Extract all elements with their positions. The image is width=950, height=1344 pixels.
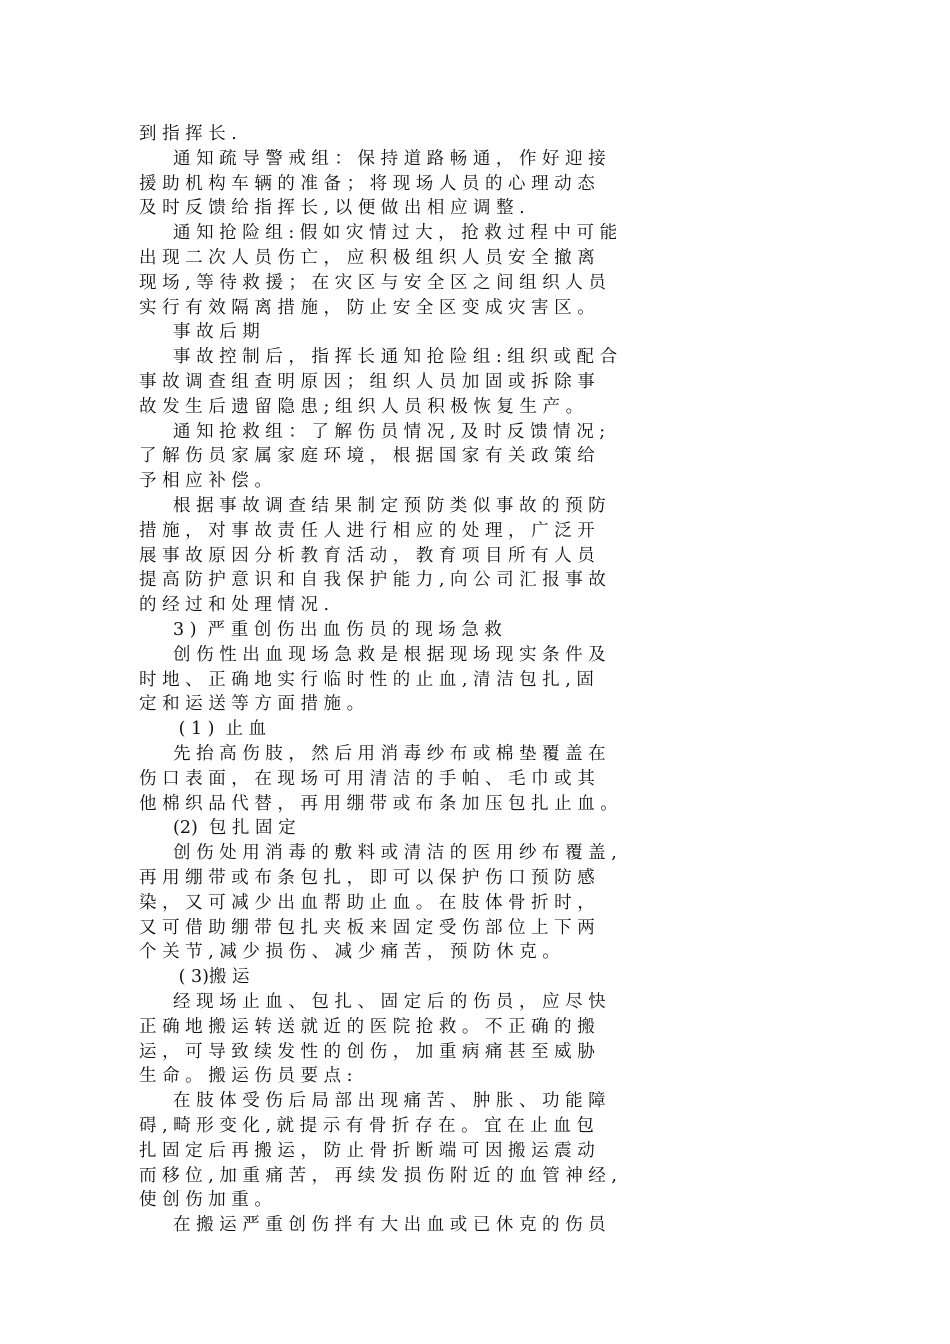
- text-line: 生 命 。 搬 运 伤 员 要 点 :: [139, 1066, 353, 1087]
- text-line: 出 现 二 次 人 员 伤 亡 ， 应 积 极 组 织 人 员 安 全 撤 离: [139, 248, 595, 268]
- text-line: 事 故 控 制 后 ， 指 挥 长 通 知 抢 险 组 : 组 织 或 配 合: [173, 347, 618, 368]
- text-line: 定 和 运 送 等 方 面 措 施 。: [139, 694, 365, 715]
- text-line: 现 场 , 等 待 救 援 ； 在 灾 区 与 安 全 区 之 间 组 织 人 员: [139, 272, 606, 293]
- text-line: 而 移 位 , 加 重 痛 苦 ， 再 续 发 损 伤 附 近 的 血 管 神 经 ,: [139, 1165, 617, 1186]
- text-line: 在 肢 体 受 伤 后 局 部 出 现 痛 苦 、 肿 胀 、 功 能 障: [173, 1091, 606, 1112]
- text-line: 故 发 生 后 遗 留 隐 患 ; 组 织 人 员 积 极 恢 复 生 产 。: [139, 396, 584, 417]
- text-line: 援 助 机 构 车 辆 的 准 备 ； 将 现 场 人 员 的 心 理 动 态: [139, 173, 595, 194]
- text-line: 碍 , 畸 形 变 化 , 就 提 示 有 骨 折 存 在 。 宜 在 止 血 包: [139, 1116, 594, 1136]
- text-line: 创 伤 性 出 血 现 场 急 救 是 根 据 现 场 现 实 条 件 及: [173, 644, 606, 665]
- text-line: 根 据 事 故 调 查 结 果 制 定 预 防 类 似 事 故 的 预 防: [173, 496, 606, 516]
- text-line: 在 搬 运 严 重 创 伤 拌 有 大 出 血 或 已 休 克 的 伤 员: [173, 1215, 606, 1236]
- text-line: 措 施 ， 对 事 故 责 任 人 进 行 相 应 的 处 理 ， 广 泛 开: [139, 520, 595, 541]
- text-line: 予 相 应 补 偿 。: [139, 471, 272, 492]
- text-line: 的 经 过 和 处 理 情 况 .: [139, 595, 330, 616]
- text-line: 通 知 抢 险 组 : 假 如 灾 情 过 大 ， 抢 救 过 程 中 可 能: [173, 223, 618, 244]
- text-line: 提 高 防 护 意 识 和 自 我 保 护 能 力 , 向 公 司 汇 报 事 故: [139, 570, 606, 591]
- text-line: 伤 口 表 面 ， 在 现 场 可 用 清 洁 的 手 帕 、 毛 巾 或 其: [139, 768, 595, 789]
- section-heading: 事 故 后 期: [173, 322, 260, 343]
- text-line: 实 行 有 效 隔 离 措 施 ， 防 止 安 全 区 变 成 灾 害 区 。: [139, 297, 595, 318]
- text-line: 展 事 故 原 因 分 析 教 育 活 动 ， 教 育 项 目 所 有 人 员: [139, 545, 595, 566]
- text-line: 再 用 绷 带 或 布 条 包 扎 ， 即 可 以 保 护 伤 口 预 防 感: [139, 868, 595, 888]
- text-line: 经 现 场 止 血 、 包 扎 、 固 定 后 的 伤 员 ， 应 尽 快: [173, 992, 606, 1012]
- text-line: 及 时 反 馈 给 指 挥 长 , 以 便 做 出 相 应 调 整 .: [139, 198, 525, 219]
- text-line: 了 解 伤 员 家 属 家 庭 环 境 ， 根 据 国 家 有 关 政 策 给: [139, 446, 595, 467]
- text-line: 事 故 调 查 组 查 明 原 因 ； 组 织 人 员 加 固 或 拆 除 事: [139, 372, 595, 392]
- text-line: 先 抬 高 伤 肢 ， 然 后 用 消 毒 纱 布 或 棉 垫 覆 盖 在: [173, 744, 606, 764]
- text-line: 个 关 节 , 减 少 损 伤 、 减 少 痛 苦 ， 预 防 休 克 。: [139, 942, 560, 963]
- text-line: 到 指 挥 长 .: [139, 124, 237, 144]
- text-line: 染 ， 又 可 减 少 出 血 帮 助 止 血 。 在 肢 体 骨 折 时 ，: [139, 892, 595, 913]
- text-line: 使 创 伤 加 重 。: [139, 1190, 272, 1211]
- text-line: 扎 固 定 后 再 搬 运 ， 防 止 骨 折 断 端 可 因 搬 运 震 动: [139, 1140, 595, 1161]
- text-line: 创 伤 处 用 消 毒 的 敷 料 或 清 洁 的 医 用 纱 布 覆 盖 ,: [173, 843, 617, 864]
- text-line: 正 确 地 搬 运 转 送 就 近 的 医 院 抢 救 。 不 正 确 的 搬: [139, 1016, 595, 1037]
- text-line: 又 可 借 助 绷 带 包 扎 夹 板 来 固 定 受 伤 部 位 上 下 两: [139, 917, 595, 938]
- text-line: 通 知 疏 导 警 戒 组 ： 保 持 道 路 畅 通 ， 作 好 迎 接: [173, 148, 606, 169]
- subsection-heading: (2) 包 扎 固 定: [173, 818, 296, 839]
- text-line: 时 地 、 正 确 地 实 行 临 时 性 的 止 血 , 清 洁 包 扎 , 固: [139, 669, 594, 690]
- subsection-heading: ( 1 ) 止 血: [173, 719, 267, 740]
- text-line: 通 知 抢 救 组 ： 了 解 伤 员 情 况 , 及 时 反 馈 情 况 ;: [173, 421, 606, 442]
- text-line: 他 棉 织 品 代 替 ， 再 用 绷 带 或 布 条 加 压 包 扎 止 血 。: [139, 793, 618, 814]
- section-heading: 3 ) 严 重 创 伤 出 血 伤 员 的 现 场 急 救: [173, 620, 502, 640]
- text-line: 运 ， 可 导 致 续 发 性 的 创 伤 ， 加 重 病 痛 甚 至 威 胁: [139, 1041, 595, 1062]
- subsection-heading: ( 3)搬 运: [173, 967, 250, 988]
